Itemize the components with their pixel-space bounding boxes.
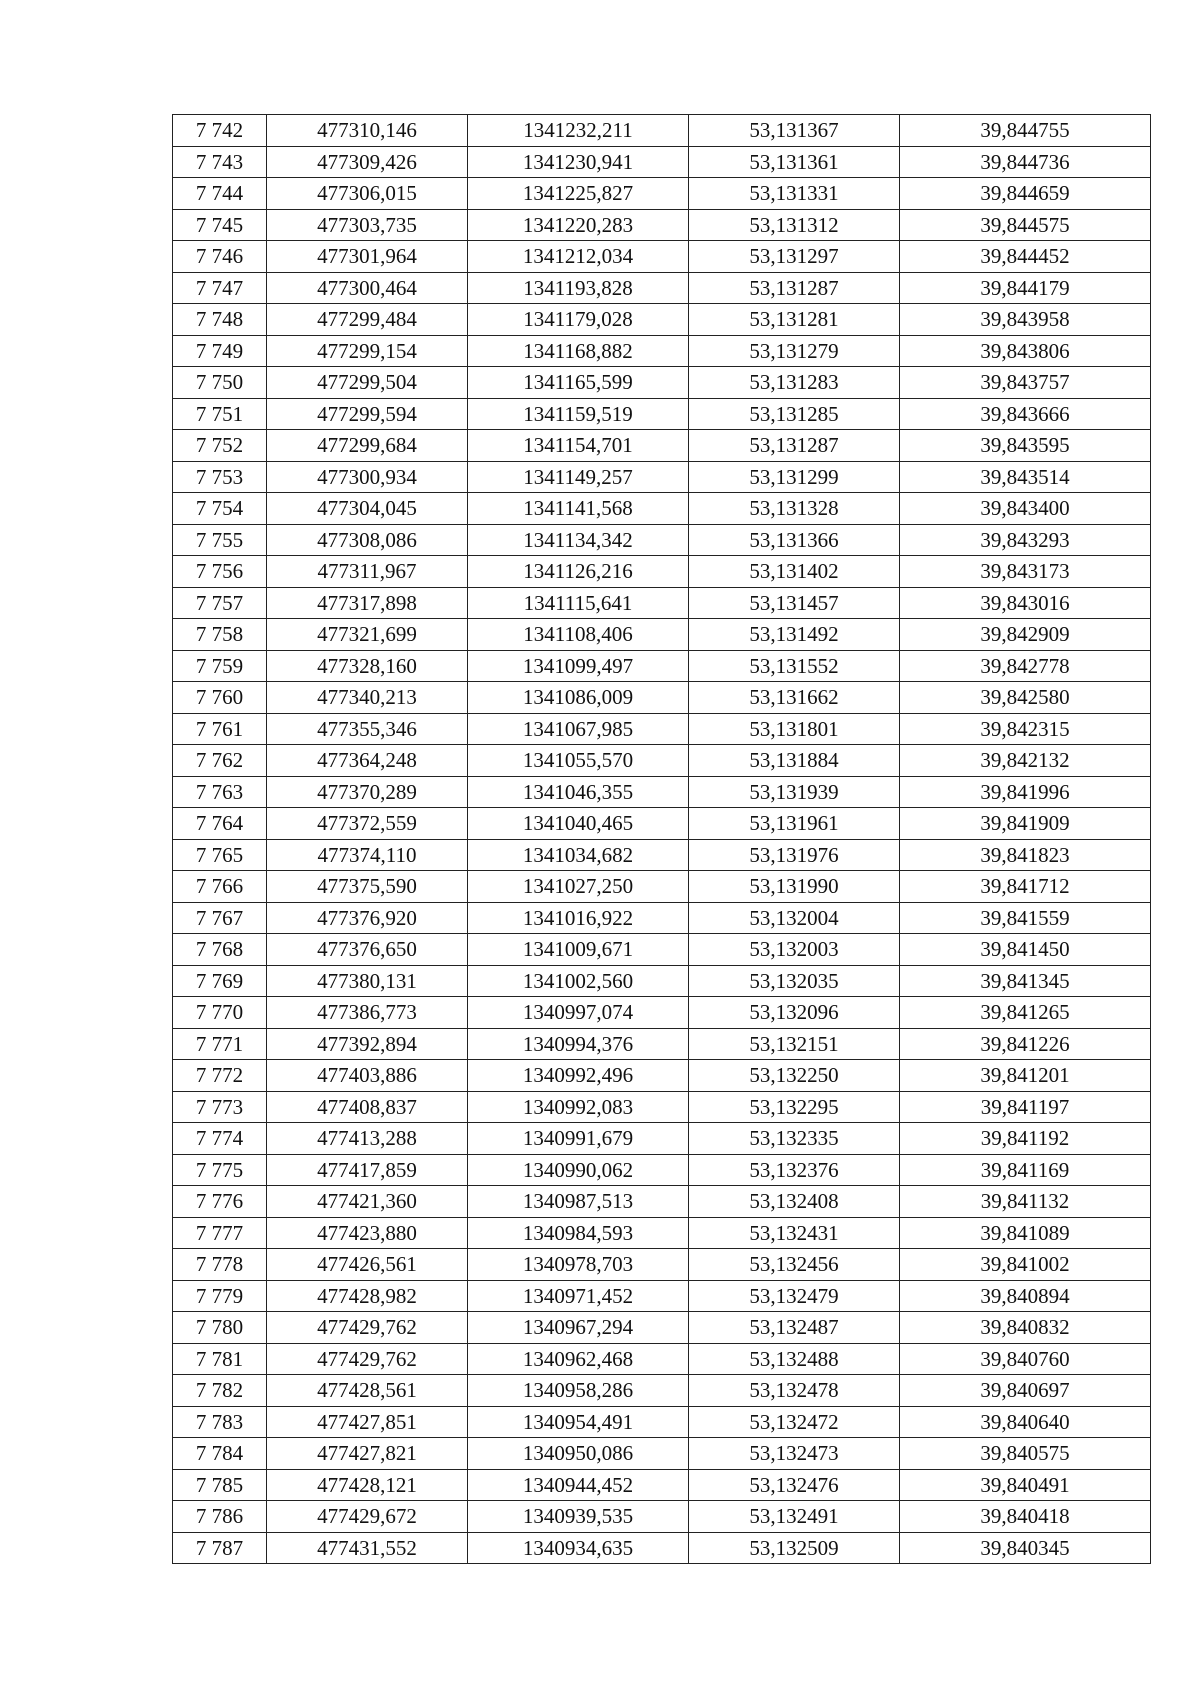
longitude-cell: 39,844575 — [900, 209, 1151, 241]
point-number-cell: 7 752 — [173, 430, 267, 462]
y-coordinate-cell: 1340991,679 — [468, 1123, 689, 1155]
longitude-cell: 39,841345 — [900, 965, 1151, 997]
latitude-cell: 53,131279 — [689, 335, 900, 367]
longitude-cell: 39,841192 — [900, 1123, 1151, 1155]
latitude-cell: 53,131283 — [689, 367, 900, 399]
point-number-cell: 7 770 — [173, 997, 267, 1029]
y-coordinate-cell: 1341168,882 — [468, 335, 689, 367]
longitude-cell: 39,843757 — [900, 367, 1151, 399]
longitude-cell: 39,840575 — [900, 1438, 1151, 1470]
point-number-cell: 7 774 — [173, 1123, 267, 1155]
point-number-cell: 7 765 — [173, 839, 267, 871]
point-number-cell: 7 747 — [173, 272, 267, 304]
y-coordinate-cell: 1341212,034 — [468, 241, 689, 273]
y-coordinate-cell: 1341055,570 — [468, 745, 689, 777]
y-coordinate-cell: 1340984,593 — [468, 1217, 689, 1249]
longitude-cell: 39,841226 — [900, 1028, 1151, 1060]
table-row — [173, 650, 1151, 682]
point-number-cell: 7 778 — [173, 1249, 267, 1281]
table-row — [173, 1343, 1151, 1375]
x-coordinate-cell: 477328,160 — [267, 650, 468, 682]
longitude-cell: 39,844179 — [900, 272, 1151, 304]
table-row — [173, 587, 1151, 619]
latitude-cell: 53,131939 — [689, 776, 900, 808]
x-coordinate-cell: 477303,735 — [267, 209, 468, 241]
point-number-cell: 7 761 — [173, 713, 267, 745]
y-coordinate-cell: 1341002,560 — [468, 965, 689, 997]
table-row — [173, 1217, 1151, 1249]
longitude-cell: 39,843293 — [900, 524, 1151, 556]
x-coordinate-cell: 477380,131 — [267, 965, 468, 997]
latitude-cell: 53,132472 — [689, 1406, 900, 1438]
point-number-cell: 7 745 — [173, 209, 267, 241]
y-coordinate-cell: 1341016,922 — [468, 902, 689, 934]
x-coordinate-cell: 477429,762 — [267, 1343, 468, 1375]
point-number-cell: 7 742 — [173, 115, 267, 147]
point-number-cell: 7 748 — [173, 304, 267, 336]
point-number-cell: 7 787 — [173, 1532, 267, 1564]
longitude-cell: 39,840697 — [900, 1375, 1151, 1407]
x-coordinate-cell: 477299,484 — [267, 304, 468, 336]
table-row — [173, 367, 1151, 399]
x-coordinate-cell: 477299,504 — [267, 367, 468, 399]
y-coordinate-cell: 1341149,257 — [468, 461, 689, 493]
longitude-cell: 39,840418 — [900, 1501, 1151, 1533]
longitude-cell: 39,841265 — [900, 997, 1151, 1029]
latitude-cell: 53,131367 — [689, 115, 900, 147]
point-number-cell: 7 767 — [173, 902, 267, 934]
y-coordinate-cell: 1340971,452 — [468, 1280, 689, 1312]
point-number-cell: 7 760 — [173, 682, 267, 714]
longitude-cell: 39,842580 — [900, 682, 1151, 714]
x-coordinate-cell: 477372,559 — [267, 808, 468, 840]
latitude-cell: 53,131361 — [689, 146, 900, 178]
longitude-cell: 39,843016 — [900, 587, 1151, 619]
point-number-cell: 7 782 — [173, 1375, 267, 1407]
latitude-cell: 53,132151 — [689, 1028, 900, 1060]
longitude-cell: 39,843400 — [900, 493, 1151, 525]
longitude-cell: 39,841089 — [900, 1217, 1151, 1249]
table-row — [173, 556, 1151, 588]
point-number-cell: 7 758 — [173, 619, 267, 651]
latitude-cell: 53,132250 — [689, 1060, 900, 1092]
longitude-cell: 39,841712 — [900, 871, 1151, 903]
point-number-cell: 7 764 — [173, 808, 267, 840]
y-coordinate-cell: 1341193,828 — [468, 272, 689, 304]
y-coordinate-cell: 1341179,028 — [468, 304, 689, 336]
longitude-cell: 39,843173 — [900, 556, 1151, 588]
x-coordinate-cell: 477311,967 — [267, 556, 468, 588]
x-coordinate-cell: 477423,880 — [267, 1217, 468, 1249]
point-number-cell: 7 781 — [173, 1343, 267, 1375]
latitude-cell: 53,132003 — [689, 934, 900, 966]
longitude-cell: 39,841201 — [900, 1060, 1151, 1092]
latitude-cell: 53,131801 — [689, 713, 900, 745]
latitude-cell: 53,132408 — [689, 1186, 900, 1218]
x-coordinate-cell: 477413,288 — [267, 1123, 468, 1155]
latitude-cell: 53,132488 — [689, 1343, 900, 1375]
table-row — [173, 776, 1151, 808]
latitude-cell: 53,132004 — [689, 902, 900, 934]
x-coordinate-cell: 477370,289 — [267, 776, 468, 808]
longitude-cell: 39,843806 — [900, 335, 1151, 367]
table-row — [173, 745, 1151, 777]
y-coordinate-cell: 1341230,941 — [468, 146, 689, 178]
y-coordinate-cell: 1340992,496 — [468, 1060, 689, 1092]
point-number-cell: 7 783 — [173, 1406, 267, 1438]
latitude-cell: 53,131287 — [689, 272, 900, 304]
point-number-cell: 7 749 — [173, 335, 267, 367]
latitude-cell: 53,131402 — [689, 556, 900, 588]
point-number-cell: 7 768 — [173, 934, 267, 966]
point-number-cell: 7 785 — [173, 1469, 267, 1501]
y-coordinate-cell: 1341126,216 — [468, 556, 689, 588]
y-coordinate-cell: 1341159,519 — [468, 398, 689, 430]
x-coordinate-cell: 477299,594 — [267, 398, 468, 430]
coordinates-table-body — [173, 115, 1151, 1564]
latitude-cell: 53,131281 — [689, 304, 900, 336]
table-row — [173, 871, 1151, 903]
y-coordinate-cell: 1340990,062 — [468, 1154, 689, 1186]
point-number-cell: 7 753 — [173, 461, 267, 493]
x-coordinate-cell: 477427,821 — [267, 1438, 468, 1470]
longitude-cell: 39,840491 — [900, 1469, 1151, 1501]
point-number-cell: 7 750 — [173, 367, 267, 399]
table-row — [173, 997, 1151, 1029]
table-row — [173, 1060, 1151, 1092]
point-number-cell: 7 772 — [173, 1060, 267, 1092]
x-coordinate-cell: 477376,650 — [267, 934, 468, 966]
y-coordinate-cell: 1341154,701 — [468, 430, 689, 462]
table-row — [173, 934, 1151, 966]
latitude-cell: 53,131285 — [689, 398, 900, 430]
longitude-cell: 39,844452 — [900, 241, 1151, 273]
latitude-cell: 53,132491 — [689, 1501, 900, 1533]
longitude-cell: 39,840760 — [900, 1343, 1151, 1375]
x-coordinate-cell: 477309,426 — [267, 146, 468, 178]
x-coordinate-cell: 477428,121 — [267, 1469, 468, 1501]
y-coordinate-cell: 1340939,535 — [468, 1501, 689, 1533]
latitude-cell: 53,131884 — [689, 745, 900, 777]
latitude-cell: 53,132295 — [689, 1091, 900, 1123]
point-number-cell: 7 743 — [173, 146, 267, 178]
y-coordinate-cell: 1341108,406 — [468, 619, 689, 651]
table-row — [173, 430, 1151, 462]
point-number-cell: 7 751 — [173, 398, 267, 430]
x-coordinate-cell: 477317,898 — [267, 587, 468, 619]
latitude-cell: 53,131299 — [689, 461, 900, 493]
latitude-cell: 53,132476 — [689, 1469, 900, 1501]
table-row — [173, 1406, 1151, 1438]
x-coordinate-cell: 477308,086 — [267, 524, 468, 556]
table-row — [173, 839, 1151, 871]
x-coordinate-cell: 477310,146 — [267, 115, 468, 147]
table-row — [173, 1312, 1151, 1344]
x-coordinate-cell: 477392,894 — [267, 1028, 468, 1060]
y-coordinate-cell: 1341141,568 — [468, 493, 689, 525]
longitude-cell: 39,841132 — [900, 1186, 1151, 1218]
table-row — [173, 1469, 1151, 1501]
y-coordinate-cell: 1340994,376 — [468, 1028, 689, 1060]
y-coordinate-cell: 1341225,827 — [468, 178, 689, 210]
x-coordinate-cell: 477306,015 — [267, 178, 468, 210]
x-coordinate-cell: 477355,346 — [267, 713, 468, 745]
table-row — [173, 398, 1151, 430]
point-number-cell: 7 773 — [173, 1091, 267, 1123]
longitude-cell: 39,840640 — [900, 1406, 1151, 1438]
latitude-cell: 53,131990 — [689, 871, 900, 903]
x-coordinate-cell: 477304,045 — [267, 493, 468, 525]
x-coordinate-cell: 477301,964 — [267, 241, 468, 273]
table-row — [173, 178, 1151, 210]
longitude-cell: 39,842315 — [900, 713, 1151, 745]
point-number-cell: 7 762 — [173, 745, 267, 777]
table-row — [173, 619, 1151, 651]
coordinates-table — [172, 114, 1151, 1564]
table-row — [173, 1375, 1151, 1407]
latitude-cell: 53,131457 — [689, 587, 900, 619]
x-coordinate-cell: 477431,552 — [267, 1532, 468, 1564]
point-number-cell: 7 776 — [173, 1186, 267, 1218]
x-coordinate-cell: 477375,590 — [267, 871, 468, 903]
y-coordinate-cell: 1340944,452 — [468, 1469, 689, 1501]
table-row — [173, 146, 1151, 178]
latitude-cell: 53,131976 — [689, 839, 900, 871]
y-coordinate-cell: 1341115,641 — [468, 587, 689, 619]
point-number-cell: 7 784 — [173, 1438, 267, 1470]
table-row — [173, 1438, 1151, 1470]
x-coordinate-cell: 477429,762 — [267, 1312, 468, 1344]
point-number-cell: 7 766 — [173, 871, 267, 903]
longitude-cell: 39,841169 — [900, 1154, 1151, 1186]
latitude-cell: 53,131961 — [689, 808, 900, 840]
y-coordinate-cell: 1341165,599 — [468, 367, 689, 399]
x-coordinate-cell: 477321,699 — [267, 619, 468, 651]
latitude-cell: 53,132431 — [689, 1217, 900, 1249]
latitude-cell: 53,132487 — [689, 1312, 900, 1344]
point-number-cell: 7 755 — [173, 524, 267, 556]
y-coordinate-cell: 1341086,009 — [468, 682, 689, 714]
table-row — [173, 1028, 1151, 1060]
latitude-cell: 53,131492 — [689, 619, 900, 651]
longitude-cell: 39,841909 — [900, 808, 1151, 840]
x-coordinate-cell: 477428,561 — [267, 1375, 468, 1407]
x-coordinate-cell: 477408,837 — [267, 1091, 468, 1123]
table-row — [173, 902, 1151, 934]
longitude-cell: 39,842132 — [900, 745, 1151, 777]
longitude-cell: 39,843666 — [900, 398, 1151, 430]
latitude-cell: 53,132473 — [689, 1438, 900, 1470]
y-coordinate-cell: 1341232,211 — [468, 115, 689, 147]
y-coordinate-cell: 1341027,250 — [468, 871, 689, 903]
latitude-cell: 53,131297 — [689, 241, 900, 273]
latitude-cell: 53,132479 — [689, 1280, 900, 1312]
longitude-cell: 39,841996 — [900, 776, 1151, 808]
x-coordinate-cell: 477421,360 — [267, 1186, 468, 1218]
table-row — [173, 1280, 1151, 1312]
table-row — [173, 1501, 1151, 1533]
x-coordinate-cell: 477374,110 — [267, 839, 468, 871]
y-coordinate-cell: 1341099,497 — [468, 650, 689, 682]
table-row — [173, 524, 1151, 556]
x-coordinate-cell: 477386,773 — [267, 997, 468, 1029]
y-coordinate-cell: 1340950,086 — [468, 1438, 689, 1470]
y-coordinate-cell: 1341220,283 — [468, 209, 689, 241]
table-row — [173, 209, 1151, 241]
y-coordinate-cell: 1341034,682 — [468, 839, 689, 871]
point-number-cell: 7 746 — [173, 241, 267, 273]
x-coordinate-cell: 477427,851 — [267, 1406, 468, 1438]
x-coordinate-cell: 477428,982 — [267, 1280, 468, 1312]
table-row — [173, 1091, 1151, 1123]
longitude-cell: 39,844755 — [900, 115, 1151, 147]
y-coordinate-cell: 1341067,985 — [468, 713, 689, 745]
x-coordinate-cell: 477299,684 — [267, 430, 468, 462]
point-number-cell: 7 780 — [173, 1312, 267, 1344]
point-number-cell: 7 744 — [173, 178, 267, 210]
longitude-cell: 39,840832 — [900, 1312, 1151, 1344]
y-coordinate-cell: 1341009,671 — [468, 934, 689, 966]
x-coordinate-cell: 477299,154 — [267, 335, 468, 367]
x-coordinate-cell: 477340,213 — [267, 682, 468, 714]
latitude-cell: 53,131662 — [689, 682, 900, 714]
point-number-cell: 7 756 — [173, 556, 267, 588]
table-row — [173, 682, 1151, 714]
table-row — [173, 713, 1151, 745]
y-coordinate-cell: 1340987,513 — [468, 1186, 689, 1218]
longitude-cell: 39,843958 — [900, 304, 1151, 336]
y-coordinate-cell: 1340958,286 — [468, 1375, 689, 1407]
table-row — [173, 1186, 1151, 1218]
y-coordinate-cell: 1340962,468 — [468, 1343, 689, 1375]
y-coordinate-cell: 1340934,635 — [468, 1532, 689, 1564]
latitude-cell: 53,131328 — [689, 493, 900, 525]
latitude-cell: 53,131552 — [689, 650, 900, 682]
longitude-cell: 39,841823 — [900, 839, 1151, 871]
point-number-cell: 7 759 — [173, 650, 267, 682]
y-coordinate-cell: 1340978,703 — [468, 1249, 689, 1281]
x-coordinate-cell: 477426,561 — [267, 1249, 468, 1281]
table-row — [173, 241, 1151, 273]
table-row — [173, 115, 1151, 147]
latitude-cell: 53,131366 — [689, 524, 900, 556]
longitude-cell: 39,840345 — [900, 1532, 1151, 1564]
table-row — [173, 808, 1151, 840]
latitude-cell: 53,132509 — [689, 1532, 900, 1564]
x-coordinate-cell: 477403,886 — [267, 1060, 468, 1092]
latitude-cell: 53,132478 — [689, 1375, 900, 1407]
table-row — [173, 461, 1151, 493]
y-coordinate-cell: 1340997,074 — [468, 997, 689, 1029]
longitude-cell: 39,843514 — [900, 461, 1151, 493]
longitude-cell: 39,841197 — [900, 1091, 1151, 1123]
y-coordinate-cell: 1341134,342 — [468, 524, 689, 556]
y-coordinate-cell: 1341046,355 — [468, 776, 689, 808]
latitude-cell: 53,132035 — [689, 965, 900, 997]
table-row — [173, 1154, 1151, 1186]
longitude-cell: 39,842778 — [900, 650, 1151, 682]
point-number-cell: 7 775 — [173, 1154, 267, 1186]
latitude-cell: 53,132335 — [689, 1123, 900, 1155]
longitude-cell: 39,841450 — [900, 934, 1151, 966]
point-number-cell: 7 769 — [173, 965, 267, 997]
x-coordinate-cell: 477364,248 — [267, 745, 468, 777]
table-row — [173, 965, 1151, 997]
latitude-cell: 53,131287 — [689, 430, 900, 462]
y-coordinate-cell: 1340992,083 — [468, 1091, 689, 1123]
latitude-cell: 53,131331 — [689, 178, 900, 210]
point-number-cell: 7 757 — [173, 587, 267, 619]
x-coordinate-cell: 477429,672 — [267, 1501, 468, 1533]
x-coordinate-cell: 477300,934 — [267, 461, 468, 493]
x-coordinate-cell: 477300,464 — [267, 272, 468, 304]
longitude-cell: 39,841559 — [900, 902, 1151, 934]
longitude-cell: 39,843595 — [900, 430, 1151, 462]
latitude-cell: 53,132376 — [689, 1154, 900, 1186]
longitude-cell: 39,844736 — [900, 146, 1151, 178]
point-number-cell: 7 754 — [173, 493, 267, 525]
point-number-cell: 7 771 — [173, 1028, 267, 1060]
y-coordinate-cell: 1340954,491 — [468, 1406, 689, 1438]
longitude-cell: 39,842909 — [900, 619, 1151, 651]
latitude-cell: 53,132456 — [689, 1249, 900, 1281]
point-number-cell: 7 786 — [173, 1501, 267, 1533]
latitude-cell: 53,132096 — [689, 997, 900, 1029]
y-coordinate-cell: 1340967,294 — [468, 1312, 689, 1344]
point-number-cell: 7 779 — [173, 1280, 267, 1312]
x-coordinate-cell: 477376,920 — [267, 902, 468, 934]
point-number-cell: 7 763 — [173, 776, 267, 808]
table-row — [173, 1532, 1151, 1564]
longitude-cell: 39,840894 — [900, 1280, 1151, 1312]
longitude-cell: 39,844659 — [900, 178, 1151, 210]
x-coordinate-cell: 477417,859 — [267, 1154, 468, 1186]
table-row — [173, 1249, 1151, 1281]
point-number-cell: 7 777 — [173, 1217, 267, 1249]
longitude-cell: 39,841002 — [900, 1249, 1151, 1281]
table-row — [173, 1123, 1151, 1155]
y-coordinate-cell: 1341040,465 — [468, 808, 689, 840]
table-row — [173, 304, 1151, 336]
table-row — [173, 493, 1151, 525]
table-row — [173, 335, 1151, 367]
latitude-cell: 53,131312 — [689, 209, 900, 241]
table-row — [173, 272, 1151, 304]
